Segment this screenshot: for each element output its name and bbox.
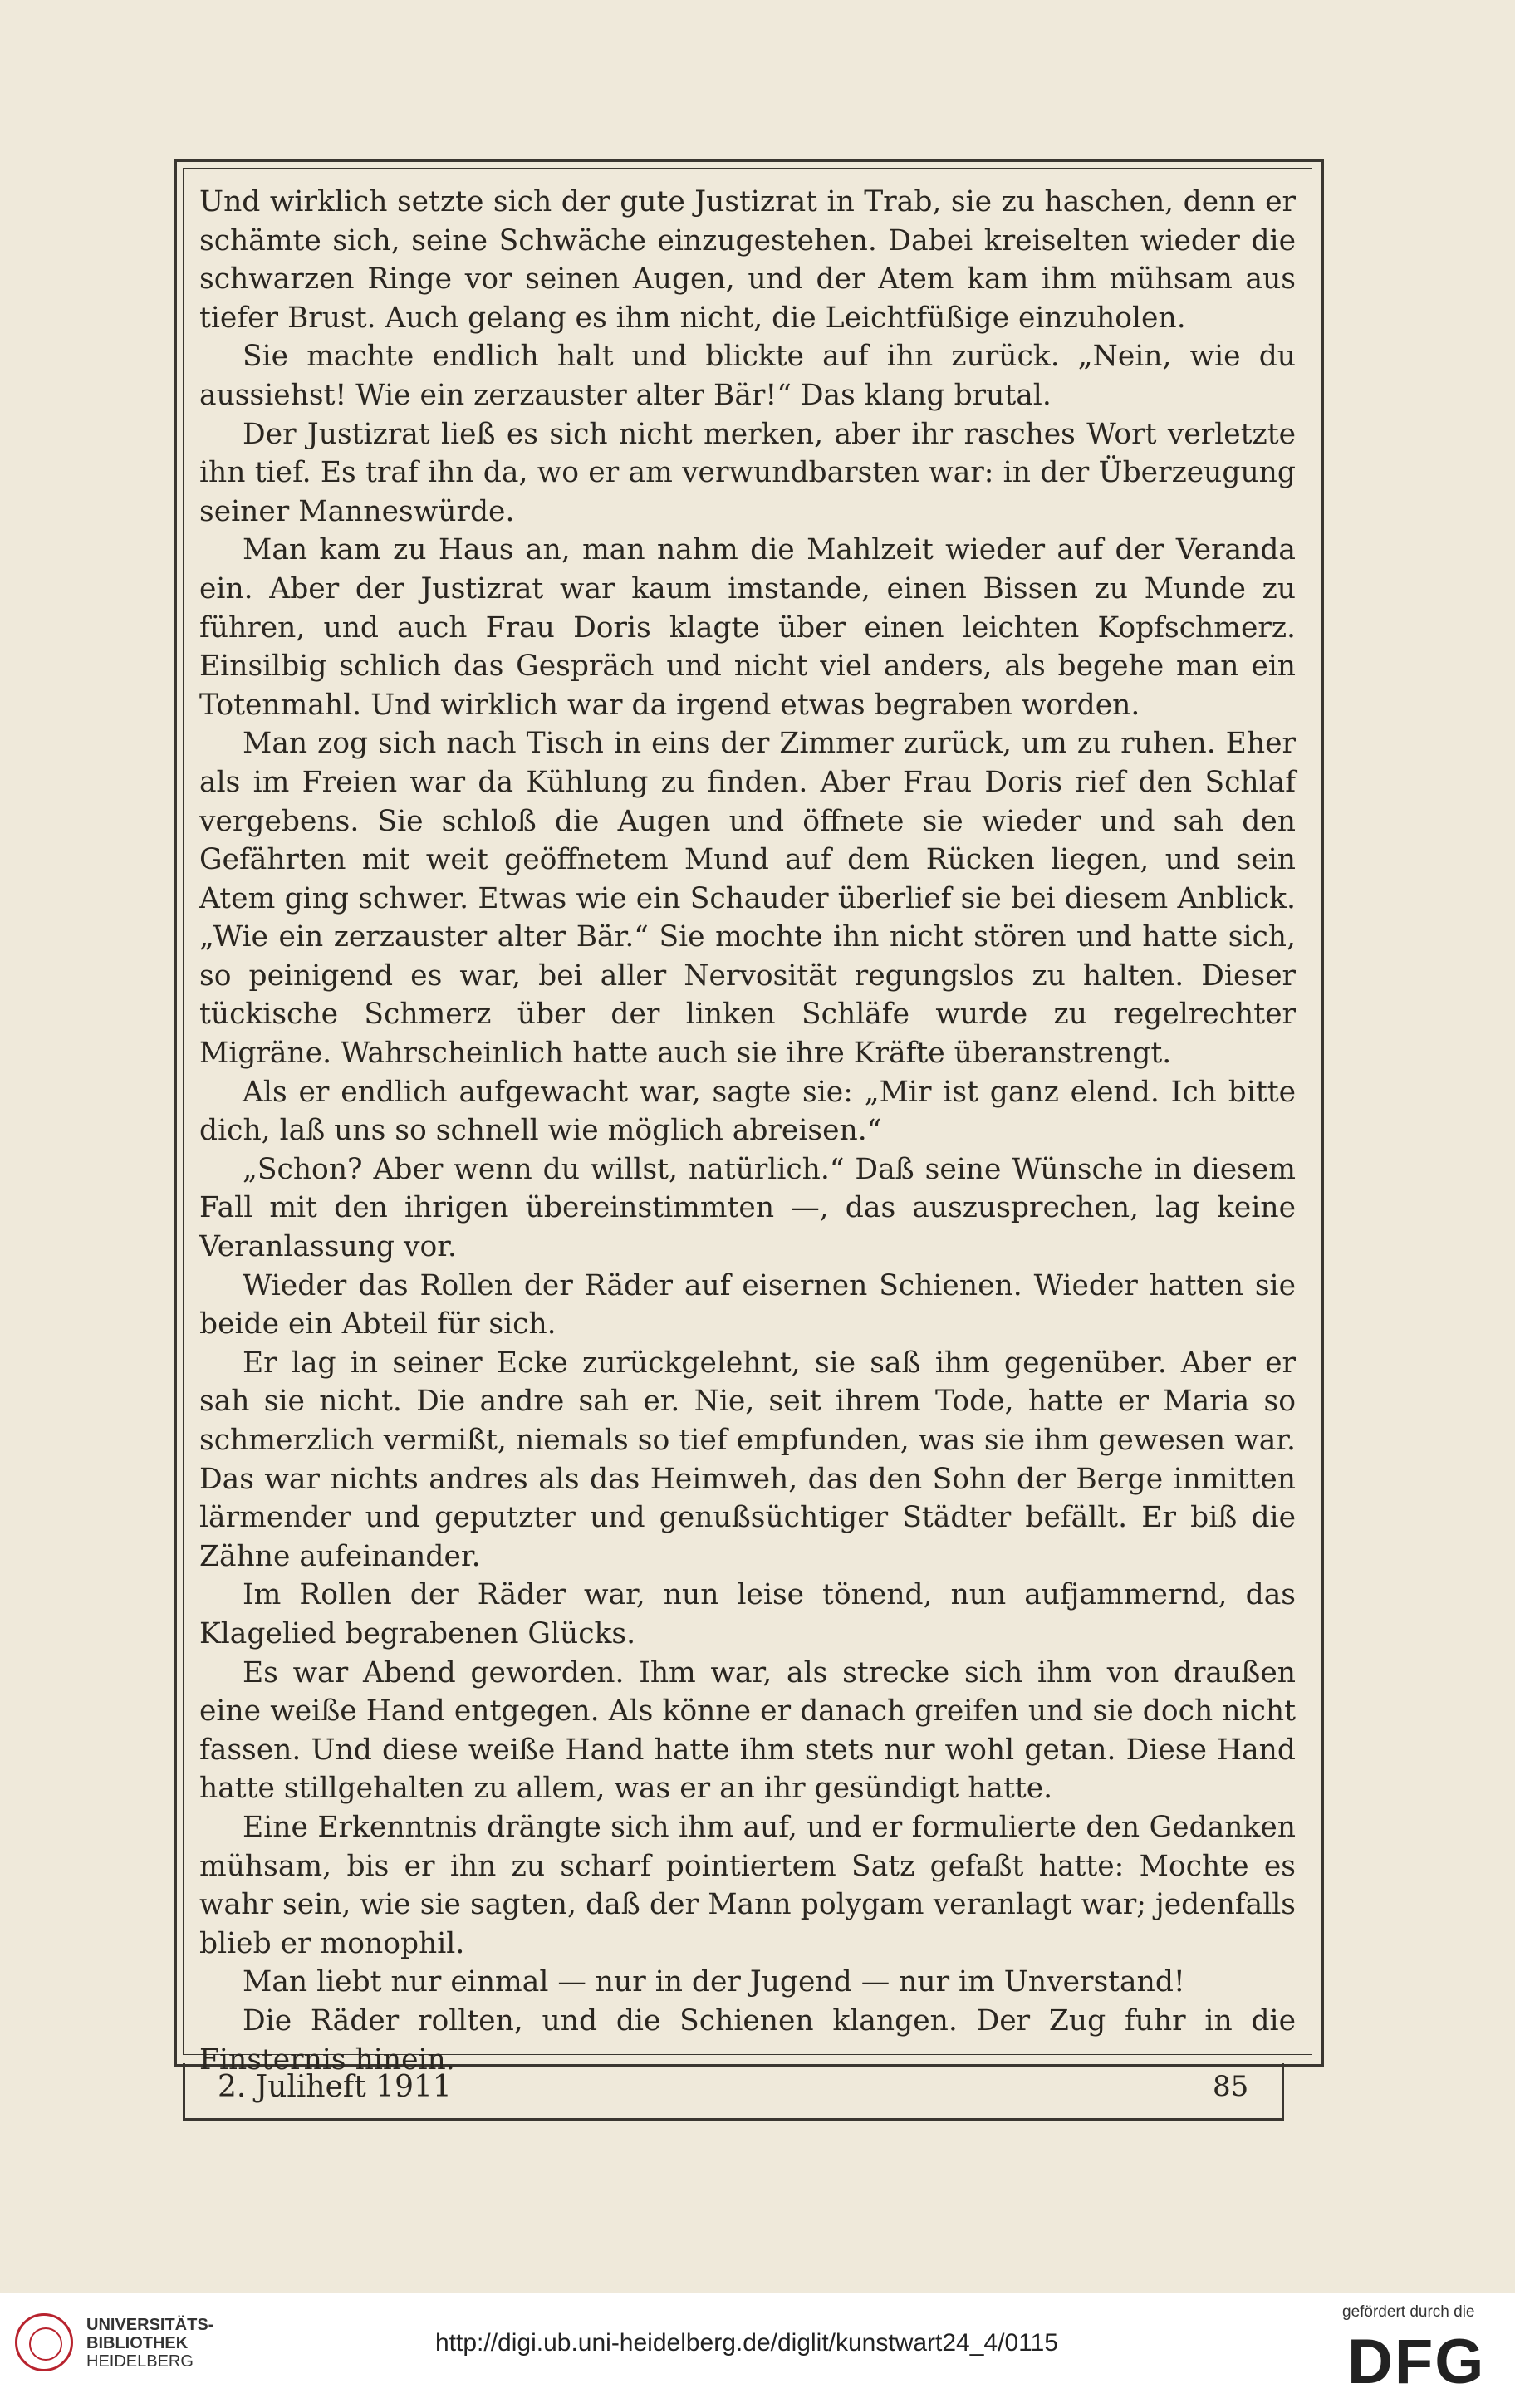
- institution-line-2: BIBLIOTHEK: [86, 2334, 189, 2352]
- paragraph: Es war Abend geworden. Ihm war, als strecke sich ihm von draußen eine weiße Hand entgegen. Als könne er danach greifen und sie doch nicht fassen. Und diese weiße Hand hatte ihm stets nur wohl getan. Diese Hand hatte stillgehalten zu allem, was er an ihr gesündigt hatte.: [199, 1655, 1296, 1806]
- institution-line-3: HEIDELBERG: [86, 2352, 194, 2371]
- paragraph: Wieder das Rollen der Räder auf eisernen Schienen. Wieder hatten sie beide ein Abteil für sich.: [199, 1268, 1296, 1341]
- paragraph: Eine Erkenntnis drängte sich ihm auf, und er formulierte den Gedanken mühsam, bis er ihn zu scharf pointiertem Satz gefaßt hatte: Mochte es wahr sein, wie sie sagten, daß der Mann polygam veranlagt war; jedenfalls blieb er monophil.: [199, 1810, 1296, 1960]
- paragraph: Man zog sich nach Tisch in eins der Zimmer zurück, um zu ruhen. Eher als im Freien war da Kühlung zu finden. Aber Frau Doris rief den Schlaf vergebens. Sie schloß die Augen und öffnete sie wieder und sah den Gefährten mit weit geöffnetem Mund auf dem Rücken liegen, und sein Atem ging schwer. Etwas wie ein Schauder überlief sie bei diesem Anblick. „Wie ein zerzauster alter Bär.“ Sie mochte ihn nicht stören und hatte sich, so peinigend es war, bei aller Nervosität regungslos zu halten. Dieser tückische Schmerz über der linken Schläfe wurde zu regelrechter Migräne. Wahrscheinlich hatte auch sie ihre Kräfte überanstrengt.: [199, 727, 1296, 1071]
- paragraph: Die Räder rollten, und die Schienen klangen. Der Zug fuhr in die Finsternis hinein.: [199, 2003, 1296, 2077]
- issue-label: 2. Juliheft 1911: [218, 2070, 452, 2104]
- paragraph: Als er endlich aufgewacht war, sagte sie: „Mir ist ganz elend. Ich bitte dich, laß uns so schnell wie möglich abreisen.“: [199, 1075, 1296, 1148]
- paragraph: Der Justizrat ließ es sich nicht merken, aber ihr rasches Wort verletzte ihn tief. Es traf ihn da, wo er am verwundbarsten war: in der Überzeugung seiner Manneswürde.: [199, 417, 1296, 528]
- funding-note: gefördert durch die: [1342, 2303, 1475, 2321]
- paragraph: Und wirklich setzte sich der gute Justizrat in Trab, sie zu haschen, denn er schämte sich, seine Schwäche einzugestehen. Dabei kreiselten wieder die schwarzen Ringe vor seinen Augen, und der Atem kam ihm mühsam aus tiefer Brust. Auch gelang es ihm nicht, die Leichtfüßige einzuholen.: [199, 185, 1296, 335]
- page-url-link[interactable]: http://digi.ub.uni-heidelberg.de/diglit/kunstwart24_4/0115: [435, 2329, 1058, 2357]
- paragraph: Man liebt nur einmal — nur in der Jugend — nur im Unverstand!: [243, 1965, 1185, 1999]
- paragraph: Im Rollen der Räder war, nun leise tönend, nun aufjammernd, das Klagelied begrabenen Glücks.: [199, 1578, 1296, 1650]
- paragraph: „Schon? Aber wenn du willst, natürlich.“ Daß seine Wünsche in diesem Fall mit den ihrigen übereinstimmten —, das auszusprechen, lag keine Veranlassung vor.: [199, 1152, 1296, 1264]
- paragraph: Er lag in seiner Ecke zurückgelehnt, sie saß ihm gegenüber. Aber er sah sie nicht. Die andre sah er. Nie, seit ihrem Tode, hatte er Maria so schmerzlich vermißt, niemals so tief empfunden, was sie ihm gewesen war. Das war nichts andres als das Heimweh, das den Sohn der Berge inmitten lärmender und geputzter und genußsüchtiger Städter befällt. Er biß die Zähne aufeinander.: [199, 1346, 1296, 1573]
- university-name[interactable]: [86, 2316, 213, 2371]
- dfg-logo[interactable]: DFG: [1347, 2327, 1486, 2397]
- institution-line-1: UNIVERSITÄTS-: [86, 2316, 214, 2334]
- paragraph: Sie machte endlich halt und blickte auf ihn zurück. „Nein, wie du aussiehst! Wie ein zerzauster alter Bär!“ Das klang brutal.: [199, 340, 1296, 412]
- paragraph: Man kam zu Haus an, man nahm die Mahlzeit wieder auf der Veranda ein. Aber der Justizrat war kaum imstande, einen Bissen zu Munde zu führen, und auch Frau Doris klagte über einen leichten Kopfschmerz. Einsilbig schlich das Gespräch und nicht viel anders, als begehe man ein Totenmahl. Und wirklich war da irgend etwas begraben worden.: [199, 533, 1296, 722]
- page-number: 85: [1213, 2070, 1249, 2103]
- university-seal-icon[interactable]: [15, 2313, 73, 2371]
- article-text: [199, 183, 1296, 2079]
